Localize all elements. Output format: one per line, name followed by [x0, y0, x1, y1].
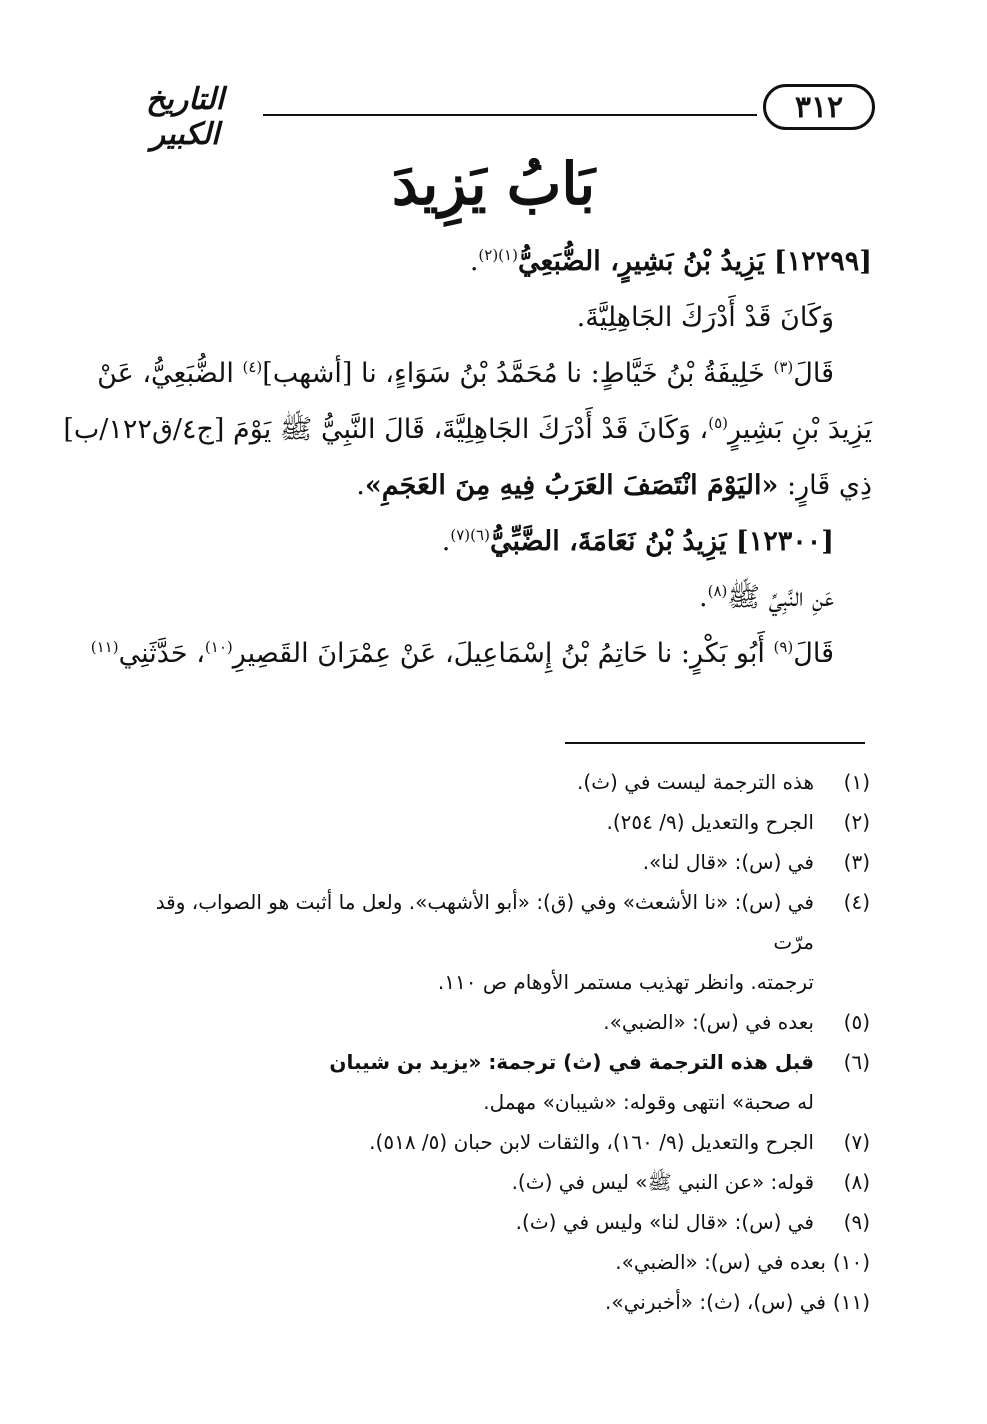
entry-heading-text: [١٢٣٠٠] يَزِيدُ بْنُ نَعَامَةَ، الضَّبِّيُّ	[489, 526, 834, 557]
footnote-text: هذه الترجمة ليست في (ث).	[577, 770, 814, 794]
text-run: .	[356, 470, 365, 501]
footnote-marks: (١)(٢)	[478, 246, 518, 264]
footnote	[110, 1282, 870, 1322]
footnote-mark: (٥)	[708, 414, 729, 432]
footnote	[110, 1202, 870, 1242]
footnote-marks: (٦)(٧)	[450, 526, 490, 544]
footnote	[110, 1162, 870, 1202]
text-run: خَلِيفَةُ بْنُ خَيَّاطٍ: نا مُحَمَّدُ بْنُ سَوَاءٍ، نا [أشهب]	[262, 358, 774, 389]
footnote-text: في (س): «نا الأشعث» وفي (ق): «أبو الأشهب». ولعل ما أثبت هو الصواب، وقد مرّت	[155, 890, 814, 954]
footnote-number: (١١)	[832, 1290, 870, 1314]
footnote	[110, 882, 870, 1002]
entry-heading-12300: [١٢٣٠٠] يَزِيدُ بْنُ نَعَامَةَ، الضَّبِّيُّ$^{(٦)(٧)}$.	[441, 526, 834, 557]
footnote-number: (٥)	[843, 1010, 870, 1034]
entry-heading-text: [١٢٢٩٩] يَزِيدُ بْنُ بَشِيرٍ، الضُّبَعِيُّ	[517, 246, 872, 277]
footnote-mark: (١٠)	[204, 638, 233, 656]
page-number: ٣١٢	[763, 84, 875, 130]
footnote-mark: (١١)	[90, 638, 119, 656]
text-run: الضُّبَعِيُّ، عَنْ	[97, 358, 243, 389]
text-run: ، وَكَانَ قَدْ أَدْرَكَ الجَاهِلِيَّةَ، قَالَ النَّبِيُّ ﷺ يَوْمَ [ج٤/ق١٢٢/ب]	[63, 414, 709, 445]
text-run: عَنِ النَّبِيِّ ﷺ	[727, 582, 834, 613]
footnote-text: قبل هذه الترجمة في (ث) ترجمة: «يزيد بن شيبان	[329, 1050, 814, 1074]
footnote-text: الجرح والتعديل (٩/ ٢٥٤).	[606, 810, 814, 834]
footnote-text: قوله: «عن النبي ﷺ» ليس في (ث).	[511, 1170, 814, 1194]
footnote-number: (١)	[843, 770, 870, 794]
footnote	[110, 802, 870, 842]
footnote-number: (١٠)	[832, 1250, 870, 1274]
footnote-mark: (٣)	[773, 358, 794, 376]
footnote-separator	[565, 742, 865, 744]
text-line	[118, 458, 872, 514]
text-run: قَالَ	[793, 358, 834, 389]
footnote-number: (٧)	[843, 1130, 870, 1154]
footnote	[110, 842, 870, 882]
text-line	[90, 626, 872, 682]
footnote-number: (٦)	[843, 1050, 870, 1074]
footnote-text: بعده في (س): «الضبي».	[615, 1250, 826, 1274]
book-title: التاريخ الكبير	[146, 82, 224, 152]
footnote-number: (٨)	[843, 1170, 870, 1194]
footnote-text: في (س): «قال لنا» وليس في (ث).	[515, 1210, 814, 1234]
footnote	[110, 762, 870, 802]
footnote	[110, 1122, 870, 1162]
text-line	[118, 570, 872, 626]
footnote-mark: (٩)	[773, 638, 794, 656]
text-run: .	[699, 582, 708, 613]
text-run: قَالَ	[793, 638, 834, 669]
text-line: وَكَانَ قَدْ أَدْرَكَ الجَاهِلِيَّةَ.	[576, 302, 834, 333]
footnote-text: الجرح والتعديل (٩/ ١٦٠)، والثقات لابن حبان (٥/ ٥١٨).	[369, 1130, 814, 1154]
text-run: ، حَدَّثَنِي	[118, 638, 205, 669]
footnote	[110, 1002, 870, 1042]
entry-heading-12299: [١٢٢٩٩] يَزِيدُ بْنُ بَشِيرٍ، الضُّبَعِيُّ$^{(١)(٢)}$.	[469, 246, 872, 277]
text-line	[63, 402, 872, 458]
footnote	[110, 1042, 870, 1122]
footnote-number: (٩)	[843, 1210, 870, 1234]
footnote-number: (٤)	[843, 890, 870, 914]
footnote-number: (٢)	[843, 810, 870, 834]
text-run: يَزِيدَ بْنِ بَشِيرٍ	[728, 414, 872, 445]
text-run: ذِي قَارٍ:	[778, 470, 872, 501]
footnote-text: بعده في (س): «الضبي».	[603, 1010, 814, 1034]
header-rule	[263, 114, 757, 116]
footnote-text-continued: له صحبة» انتهى وقوله: «شيبان» مهمل.	[483, 1090, 814, 1114]
text-line	[97, 346, 872, 402]
footnote-text: في (س)، (ث): «أخبرني».	[604, 1290, 826, 1314]
footnote-text: في (س): «قال لنا».	[642, 850, 814, 874]
footnote-mark: (٨)	[707, 582, 728, 600]
page-header	[115, 82, 875, 152]
footnote	[110, 1242, 870, 1282]
main-text	[63, 234, 872, 682]
chapter-title: بَابُ يَزِيدَ	[391, 150, 596, 218]
footnotes	[110, 762, 870, 1322]
hadith-quote: «اليَوْمَ انْتَصَفَ العَرَبُ فِيهِ مِنَ العَجَمِ»	[364, 470, 779, 501]
footnote-number: (٣)	[843, 850, 870, 874]
text-run: أَبُو بَكْرٍ: نا حَاتِمُ بْنُ إِسْمَاعِيلَ، عَنْ عِمْرَانَ القَصِيرِ	[232, 638, 774, 669]
footnote-mark: (٤)	[242, 358, 263, 376]
footnote-text-continued: ترجمته. وانظر تهذيب مستمر الأوهام ص ١١٠.	[437, 970, 814, 994]
